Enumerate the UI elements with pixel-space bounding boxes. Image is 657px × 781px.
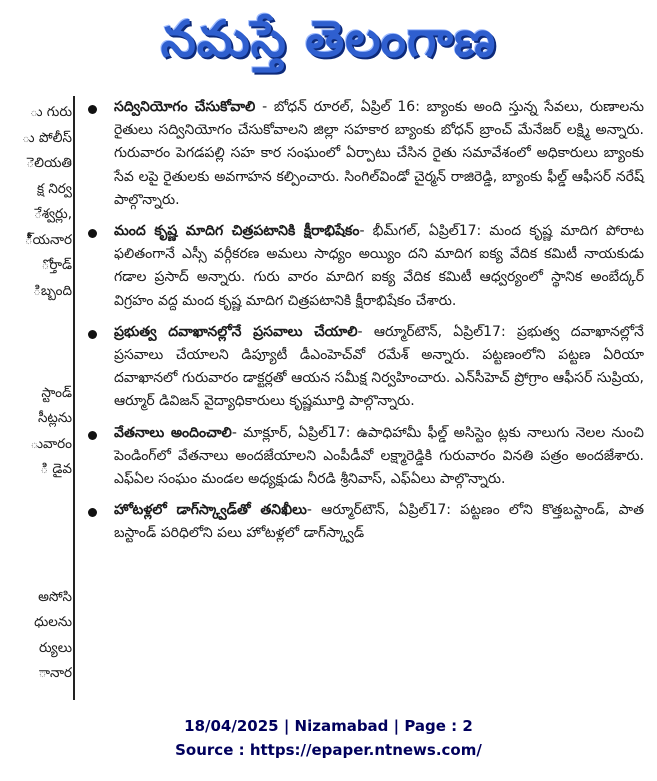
article-item	[82, 499, 644, 545]
left-column-line	[0, 508, 72, 534]
article-body: - ఆర్మూర్‌టౌన్, ఏప్రిల్17: పట్టణం లోని కొత్తబస్టాండ్, పాత బస్టాండ్ పరిధిలోని పలు హోటళ్లలో డాగ్‌స్క్వాడ్	[114, 502, 644, 542]
left-column-line: ేశ్వర్లు,	[33, 206, 72, 222]
article-item	[82, 220, 644, 313]
left-column-line: ోర్తాడ్	[41, 257, 72, 273]
bullet-icon	[88, 229, 97, 238]
newspaper-clipping	[0, 96, 657, 700]
left-column-line: ధులను	[34, 614, 72, 630]
bullet-icon	[88, 431, 97, 440]
footer-date-edition: 18/04/2025 | Nizamabad | Page : 2	[184, 717, 473, 735]
left-column-line: సీట్లను	[37, 410, 72, 426]
article-body: - భీమ్‌గల్, ఏప్రిల్17: మంద కృష్ణ మాదిగ పోరాట ఫలితంగానే ఎస్సీ వర్గీకరణ అమలు సాధ్యం అయ్యిం దని మాదిగ ఐక్య వేదిక కమిటీ నాయకుడు గడాల ప్రసాద్ అన్నారు. గురు వారం మాదిగ ఐక్య వేదిక కమిటీ ఆధ్వర్యంలో స్థానిక అంబేద్కర్ విగ్రహం వద్ద మంద కృష్ణ మాదిగ చిత్రపటానికి క్షీరాభిషేకం చేశారు.	[114, 223, 644, 309]
left-column-line	[0, 330, 72, 356]
article-headline: హోటళ్లలో డాగ్‌స్క్వాడ్‌తో తనిఖీలు	[114, 502, 307, 519]
article-body: - ఆర్మూర్‌టౌన్, ఏప్రిల్17: ప్రభుత్వ దవాఖానల్లోనే ప్రసవాలు చేయాలని డిప్యూటీ డీఎంహెచ్‌వో రమేశ్ అన్నారు. పట్టణంలోని పట్టణ ఏరియా దవాఖానలో గురువారం డాక్టర్లతో ఆయన సమీక్ష నిర్వహించారు. ఎన్‌సీహెచ్ ప్రోగ్రాం ఆఫీసర్ సుప్రియ, ఆర్మూర్ డివిజన్ వైద్యాధికారులు కృష్ణమూర్తి పాల్గొన్నారు.	[114, 323, 645, 410]
article-headline: ప్రభుత్వ దవాఖానల్లోనే ప్రసవాలు చేయాలి	[114, 323, 358, 340]
column-divider	[73, 96, 75, 700]
bullet-icon	[88, 105, 97, 114]
masthead-title: నమస్తే తెలంగాణ	[160, 10, 497, 68]
left-column-line: స్టాండ్	[41, 384, 72, 401]
article-body: - మాక్లూర్, ఏప్రిల్17: ఉపాధిహామీ ఫీల్డ్ అసిస్టెం ట్లకు నాలుగు నెలల నుంచి పెండింగ్‌లో వేతనాలు అందజేయాలని ఎంపీడీవో లక్ష్మారెడ్డికి గురువారం వినతి పత్రం అందజేశారు. ఎఫ్ఏల సంఘం మండల అధ్యక్షుడు నీరడి శ్రీనివాస్, ఎఫ్ఏలు పాల్గొన్నారు.	[114, 424, 644, 488]
left-column-line: ిబ్బంది	[33, 282, 72, 299]
left-column-line: ు పోలీస్	[22, 129, 72, 146]
left-column-line	[0, 304, 72, 330]
main-column	[82, 96, 644, 546]
article-headline: వేతనాలు అందించాలి	[114, 424, 232, 441]
left-column-line	[0, 483, 72, 509]
left-column-line: ి డైవ	[40, 461, 72, 477]
masthead	[0, 0, 657, 80]
left-column-line: అసోసి	[38, 588, 72, 605]
left-column-line	[0, 534, 72, 560]
article-headline: మంద కృష్ణ మాదిగ చిత్రపటానికి క్షీరాభిషేకం	[114, 223, 360, 240]
left-column-line: ర్యులు	[39, 639, 72, 656]
article-item	[82, 422, 644, 492]
article-item	[82, 321, 644, 414]
left-column-fragments	[0, 100, 72, 687]
bullet-icon	[88, 330, 97, 339]
left-column-line: ానార	[38, 665, 72, 681]
article-item	[82, 96, 644, 212]
left-column-line: ీ్యనార	[24, 231, 72, 248]
footer-source: Source : https://epaper.ntnews.com/	[175, 741, 482, 759]
left-column-line	[0, 355, 72, 381]
bullet-icon	[88, 508, 97, 517]
article-body: - బోధన్ రూరల్, ఏప్రిల్ 16: బ్యాంకు అంది స్తున్న సేవలు, రుణాలను రైతులు సద్వినియోగం చేసుకోవాలని జిల్లా సహకార బ్యాంకు బోధన్ బ్రాంచ్ మేనేజర్ లక్ష్మి అన్నారు. గురువారం పెగడపల్లి సహ కార సంఘంలో ఏర్పాటు చేసిన రైతు సమావేశంలో అధికారులు బ్యాంకు సేవ లపై రైతులకు అవగాహన కల్పించారు. సింగిల్‌విండో చైర్మన్ రాజిరెడ్డి, బ్యాంకు ఫీల్డ్ ఆఫీసర్ నరేష్ పాల్గొన్నారు.	[114, 99, 644, 208]
article-headline: సద్వినియోగం చేసుకోవాలి	[114, 99, 256, 115]
left-column-line	[0, 559, 72, 585]
left-column-line: ువారం	[30, 435, 72, 452]
left-column-line: ు గురు	[30, 104, 72, 120]
page-footer	[0, 714, 657, 762]
left-column-line: క్ష నిర్వ	[36, 180, 72, 197]
left-column-line: ెలియతి	[26, 155, 72, 171]
